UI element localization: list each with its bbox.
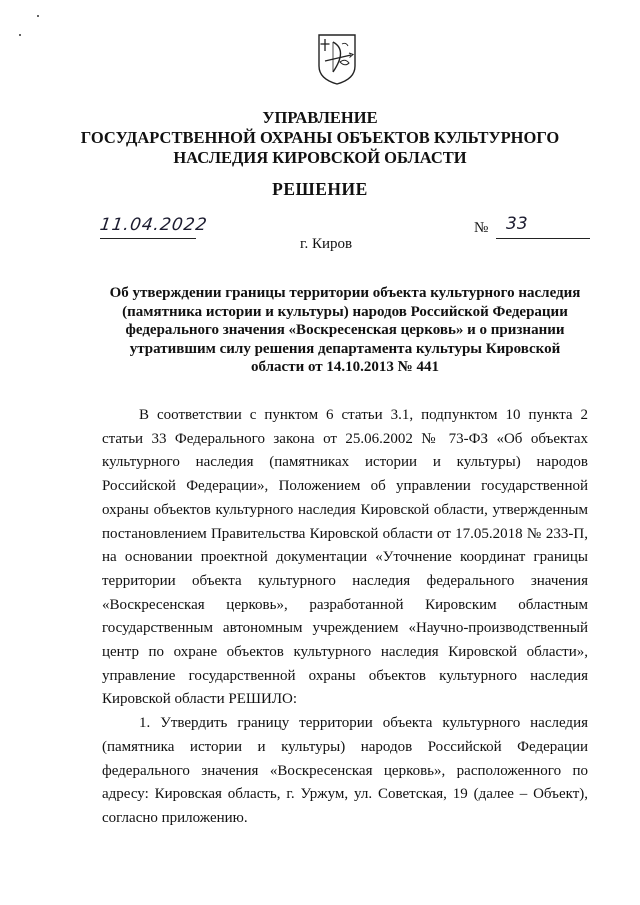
number-sign: № (474, 220, 489, 236)
org-line-1: УПРАВЛЕНИЕ (262, 108, 378, 127)
org-line-3: НАСЛЕДИЯ КИРОВСКОЙ ОБЛАСТИ (173, 148, 467, 167)
decision-number (474, 216, 590, 242)
city-label: г. Киров (300, 236, 353, 252)
subject-line-2: (памятника истории и культуры) народов Российской Федерации (122, 303, 568, 320)
decision-date (98, 215, 209, 241)
organization-name (80, 108, 560, 168)
number-underline (496, 238, 590, 239)
date-underline (100, 238, 196, 239)
subject-line-1: Об утверждении границы территории объекта культурного наследия (109, 285, 581, 301)
decision-body (102, 404, 588, 831)
decision-title: РЕШЕНИЕ (272, 179, 368, 199)
decision-subject (100, 284, 590, 377)
number-value: 33 (506, 214, 528, 234)
org-line-2: ГОСУДАРСТВЕННОЙ ОХРАНЫ ОБЪЕКТОВ КУЛЬТУРНОГО (80, 128, 560, 147)
subject-line-4: утратившим силу решения департамента культуры Кировской (129, 340, 561, 357)
subject-line-5: области от 14.10.2013 № 441 (251, 359, 439, 375)
date-value: 11.04.2022 (98, 215, 209, 235)
coat-of-arms-icon (316, 32, 358, 86)
body-paragraph-item-1: 1. Утвердить границу территории объекта культурного наследия (памятника истории и культуры) народов Российской Федерации федерального значения «Воскресенская церковь», расположенного по адресу: Кировская область, г. Уржум, ул. Советская, 19 (далее – Объект), согласно приложению. (102, 715, 588, 826)
body-paragraph-preamble: В соответствии с пунктом 6 статьи 3.1, подпунктом 10 пункта 2 статьи 33 Федерального закона от 25.06.2002 № 73-ФЗ «Об объектах культурного наследия (памятниках истории и культуры) народов Российской Федерации», Положением об управлении государственной охраны объектов культурного наследия Кировской области, утвержденным постановлением Правительства Кировской области от 17.05.2018 № 233-П, на основании проектной документации «Уточнение координат границы территории объекта культурного наследия федерального значения «Воскресенская церковь», разработанной Кировским областным государственным автономным учреждением «Научно-производственный центр по охране объектов культурного наследия Кировской области», управление государственной охраны объектов культурного наследия Кировской области РЕШИЛО: (102, 407, 588, 708)
subject-line-3: федерального значения «Воскресенская церковь» и о признании (125, 322, 565, 338)
